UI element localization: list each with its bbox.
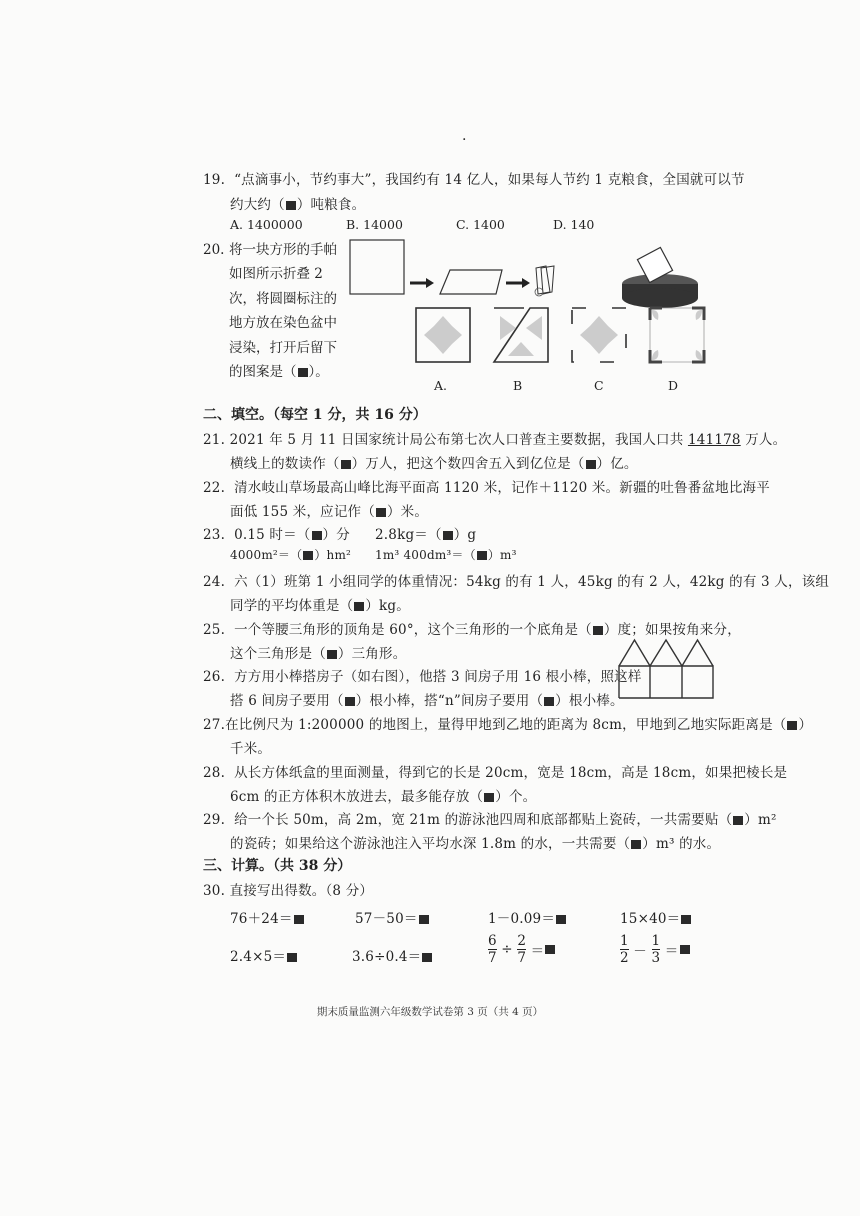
fraction: [488, 933, 497, 966]
q19-line2: [230, 193, 365, 213]
q28-line1: [203, 761, 787, 781]
option-c-pattern[interactable]: [572, 308, 626, 362]
answer-blank[interactable]: [286, 201, 296, 210]
q26-number: 26.: [203, 669, 226, 685]
q19-number: 19.: [203, 172, 226, 188]
q23-number: 23.: [203, 527, 226, 543]
calc-item-fraction-subtraction: [620, 933, 691, 966]
q20-number: 20.: [203, 242, 225, 258]
calc-item: [352, 945, 433, 965]
q21-number: 21.: [203, 432, 226, 448]
denominator: 7: [517, 950, 527, 966]
q29-number: 29.: [203, 812, 226, 828]
folded-twice-shape: [535, 266, 554, 296]
arrow-icon: [506, 278, 530, 288]
fraction: [620, 933, 629, 966]
q23-b-text1: 2.8kg＝（: [375, 527, 442, 543]
calc-expression: 3.6÷0.4＝: [352, 949, 422, 965]
answer-blank[interactable]: [484, 793, 494, 802]
answer-blank[interactable]: [298, 368, 308, 377]
q26-text2c: ）根小棒。: [555, 693, 624, 709]
answer-blank[interactable]: [312, 531, 322, 540]
fraction: [652, 933, 661, 966]
answer-blank[interactable]: [341, 460, 351, 469]
stick-houses-figure: [617, 636, 717, 700]
answer-blank[interactable]: [354, 602, 364, 611]
q22-line1: [203, 476, 770, 496]
q26-line2: [230, 689, 624, 709]
q21-text2c: ）亿。: [596, 456, 638, 472]
answer-blank[interactable]: [376, 508, 386, 517]
section-3-heading: 三、计算。（共 38 分）: [203, 858, 352, 874]
calc-expression: 1－0.09＝: [488, 911, 556, 927]
q19-option-c[interactable]: C. 1400: [456, 217, 505, 232]
q24-line1: [203, 570, 829, 590]
answer-blank[interactable]: [787, 721, 797, 730]
q21-line2: [230, 452, 638, 472]
q23-item-c: [230, 546, 351, 563]
q28-text2b: ）个。: [495, 789, 537, 805]
q25-line1: [203, 618, 741, 638]
q19-text1: “点滴事小，节约事大”，我国约有 14 亿人，如果每人节约 1 克粮食，全国就可以节: [234, 172, 745, 188]
calc-expression: 57－50＝: [355, 911, 418, 927]
q27-close-paren: ）: [798, 717, 813, 733]
q23-d-text2: ）m³: [487, 548, 517, 562]
q24-number: 24.: [203, 574, 226, 590]
q28-text2a: 6cm 的正方体积木放进去，最多能存放（: [230, 789, 484, 805]
q25-line2: [230, 642, 406, 662]
q29-line1: [203, 808, 777, 828]
numerator: 2: [517, 933, 527, 949]
answer-blank[interactable]: [631, 840, 641, 849]
q26-text2b: ）根小棒，搭“n”间房子要用（: [355, 693, 544, 709]
q21-text2b: ）万人，把这个数四舍五入到亿位是（: [351, 456, 585, 472]
numerator: 1: [651, 933, 661, 949]
equals-sign: ＝: [530, 943, 545, 960]
q20-figure: [340, 236, 710, 396]
calc-expression: 2.4×5＝: [230, 949, 287, 965]
answer-blank[interactable]: [303, 551, 313, 560]
denominator: 3: [651, 950, 661, 966]
q20-text-body: 将一块方形的手帕如图所示折叠 2 次，将圆圈标注的地方放在染色盆中浸染，打开后留下的图案是（: [229, 242, 337, 381]
folded-once-shape: [440, 270, 502, 294]
q23-c-text1: 4000m²＝（: [230, 548, 303, 562]
answer-blank[interactable]: [733, 816, 743, 825]
q27-line1: [203, 713, 812, 733]
calc-item-fraction-division: [488, 933, 556, 966]
q21-line1: [203, 428, 786, 448]
q29-text2b: ）m³ 的水。: [642, 836, 721, 852]
q30-number: 30.: [203, 883, 226, 899]
q23-d-text1: 1m³ 400dm³＝（: [375, 548, 476, 562]
answer-blank[interactable]: [544, 697, 554, 706]
q23-a-text2: ）分: [322, 527, 350, 543]
q24-text2b: ）kg。: [365, 598, 410, 614]
q29-text1a: 给一个长 50m，高 2m，宽 21m 的游泳池四周和底部都贴上瓷砖，一共需要贴（: [234, 812, 733, 828]
q21-text1a: 2021 年 5 月 11 日国家统计局公布第七次人口普查主要数据，我国人口共: [229, 432, 688, 448]
q25-text2b: ）三角形。: [337, 646, 407, 662]
q24-line2: [230, 594, 410, 614]
q27-line2: 千米。: [230, 741, 272, 757]
option-b-pattern[interactable]: [494, 308, 548, 362]
denominator: 2: [620, 950, 629, 966]
q25-text1b: ）度；如果按角来分，: [603, 622, 741, 638]
q19-text2a: 约大约（: [230, 197, 285, 213]
q20-option-b-label[interactable]: B: [513, 378, 523, 393]
q19-option-b[interactable]: B. 14000: [346, 217, 403, 232]
q25-text2a: 这个三角形是（: [230, 646, 326, 662]
q20-text: [229, 238, 337, 384]
answer-blank[interactable]: [327, 650, 337, 659]
operator: ÷: [501, 941, 513, 958]
q20: [203, 238, 337, 384]
q20-text-end: ）。: [308, 364, 329, 381]
calc-item: [488, 907, 567, 927]
arrow-icon: [410, 278, 434, 288]
q22-text2a: 面低 155 米，应记作（: [230, 504, 375, 520]
q28-text1: 从长方体纸盒的里面测量，得到它的长是 20cm，宽是 18cm，高是 18cm，如果把棱长是: [234, 765, 788, 781]
q20-option-a-label[interactable]: A.: [434, 378, 448, 393]
answer-blank[interactable]: [294, 915, 304, 924]
operator: －: [633, 943, 647, 960]
q23-b-text2: ）g: [453, 527, 477, 543]
answer-blank[interactable]: [287, 953, 297, 962]
answer-blank[interactable]: [477, 551, 487, 560]
q25-number: 25.: [203, 622, 226, 638]
q22-text1: 清水岐山草场最高山峰比海平面高 1120 米，记作＋1120 米。新疆的吐鲁番盆地比海平: [234, 480, 770, 496]
q29-line2: [230, 832, 720, 852]
q26-text1: 方方用小棒搭房子（如右图），他搭 3 间房子用 16 根小棒，照这样: [234, 669, 642, 685]
q26-line1: [203, 665, 642, 685]
q27-number: 27.: [203, 717, 226, 733]
q28-line2: [230, 785, 536, 805]
answer-blank[interactable]: [422, 953, 432, 962]
underlined-number: 141178: [687, 432, 741, 448]
q25-text1a: 一个等腰三角形的顶角是 60°，这个三角形的一个底角是（: [234, 622, 592, 638]
answer-blank[interactable]: [593, 626, 603, 635]
q21-text2a: 横线上的数读作（: [230, 456, 340, 472]
dye-basin-icon: [622, 247, 698, 308]
calc-item: [230, 907, 305, 927]
q27-text1a: 在比例尺为 1:200000 的地图上，量得甲地到乙地的距离为 8cm，甲地到乙地实际距离是（: [225, 717, 787, 733]
q30-title-text: 直接写出得数。（8 分）: [229, 883, 374, 899]
section-2-heading: 二、填空。（每空 1 分，共 16 分）: [203, 407, 427, 423]
q29-text1b: ）m²: [744, 812, 777, 828]
q23-item-d: [375, 546, 517, 563]
numerator: 1: [620, 933, 629, 949]
q19-line1: [203, 168, 745, 188]
answer-blank[interactable]: [586, 460, 596, 469]
calc-expression: 76＋24＝: [230, 911, 293, 927]
answer-blank[interactable]: [419, 915, 429, 924]
q19-option-d[interactable]: D. 140: [553, 217, 595, 232]
q23-line1: [203, 523, 350, 543]
fraction: [517, 933, 526, 966]
calc-item: [620, 907, 692, 927]
option-a-pattern[interactable]: [416, 308, 470, 362]
option-d-pattern[interactable]: [650, 308, 704, 362]
q20-option-c-label[interactable]: C: [594, 378, 604, 393]
q21-text1b: 万人。: [740, 432, 787, 448]
q22-text2b: ）米。: [386, 504, 429, 520]
q23-c-text2: ）hm²: [314, 548, 352, 562]
top-mark: .: [462, 128, 467, 144]
q24-text1: 六（1）班第 1 小组同学的体重情况：54kg 的有 1 人，45kg 的有 2 人，42kg 的有 3 人，该组: [234, 574, 830, 590]
answer-blank[interactable]: [345, 697, 355, 706]
denominator: 7: [488, 950, 497, 966]
q22-line2: [230, 500, 428, 520]
q19-text2b: ）吨粮食。: [296, 197, 366, 213]
square-handkerchief: [350, 240, 404, 294]
calc-item: [355, 907, 430, 927]
q29-text2a: 的瓷砖；如果给这个游泳池注入平均水深 1.8m 的水，一共需要（: [230, 836, 631, 852]
q26-text2a: 搭 6 间房子要用（: [230, 693, 344, 709]
q23-item-b: [375, 523, 476, 543]
q28-number: 28.: [203, 765, 226, 781]
q19-option-a[interactable]: A. 1400000: [230, 217, 303, 232]
q20-option-d-label[interactable]: D: [668, 378, 679, 393]
answer-blank[interactable]: [443, 531, 453, 540]
q30-title: [203, 879, 373, 899]
calc-item: [230, 945, 298, 965]
q22-number: 22.: [203, 480, 226, 496]
calc-expression: 15×40＝: [620, 911, 681, 927]
equals-sign: ＝: [664, 943, 679, 960]
page-footer: 期末质量监测六年级数学试卷第 3 页（共 4 页）: [316, 1006, 544, 1018]
answer-blank[interactable]: [681, 915, 691, 924]
answer-blank[interactable]: [680, 945, 690, 954]
answer-blank[interactable]: [545, 945, 555, 954]
answer-blank[interactable]: [556, 915, 566, 924]
numerator: 6: [488, 933, 497, 949]
q23-a-text1: 0.15 时＝（: [234, 527, 311, 543]
q24-text2a: 同学的平均体重是（: [230, 598, 354, 614]
